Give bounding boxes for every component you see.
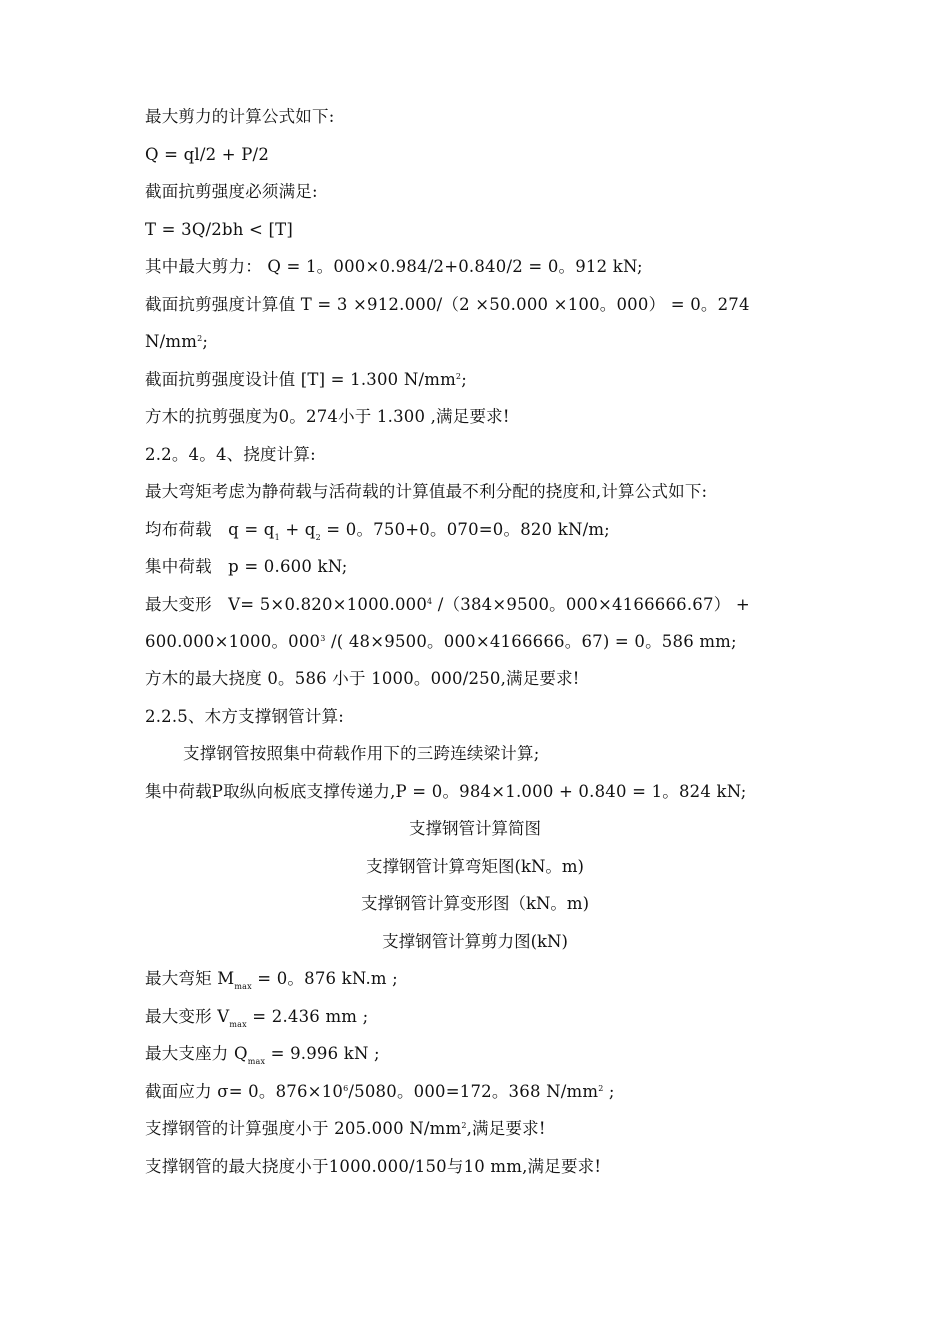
text-line: 集中荷载 p = 0.600 kN; [145,557,348,576]
text-run: N/mm [145,332,198,351]
figure-caption: 支撑钢管计算变形图（kN。m) [360,894,590,913]
text-run: 截面抗剪强度设计值 [T] = 1.300 N/mm [145,370,456,389]
text-run: /（384×9500。000×4166666.67） + [432,595,750,614]
figure-caption: 支撑钢管计算剪力图(kN) [382,932,568,951]
text-line: 截面抗剪强度计算值 T = 3 ×912.000/（2 ×50.000 ×100。000） = 0。274 [145,295,750,314]
text-line [145,1118,546,1140]
superscript: 2 [455,372,462,381]
superscript: 6 [343,1084,349,1093]
superscript: 4 [427,597,433,606]
text-line: 最大弯矩考虑为静荷载与活荷载的计算值最不利分配的挠度和,计算公式如下: [145,482,708,501]
subscript: max [247,1057,266,1066]
text-run: 最大变形 V [145,1007,230,1026]
text-line: 方木的抗剪强度为0。274小于 1.300 ,满足要求! [145,407,510,426]
text-run: ; [603,1082,615,1101]
formula-line: Q = ql/2 + P/2 [145,145,270,164]
text-run: 最大变形 V= 5×0.820×1000.000 [145,595,428,614]
section-heading: 2.2.5、木方支撑钢管计算: [145,707,345,726]
text-line [145,331,208,353]
text-line [145,1006,368,1028]
text-line [145,519,610,541]
subscript: 2 [315,533,321,542]
text-run: = 2.436 mm ; [246,1007,369,1026]
text-run: 均布荷载 q = q [145,520,275,539]
text-line [145,369,467,391]
text-run: 截面应力 σ= 0。876×10 [145,1082,344,1101]
superscript: 2 [461,1121,467,1130]
text-line: 支撑钢管按照集中荷载作用下的三跨连续梁计算; [183,744,540,763]
text-line: 集中荷载P取纵向板底支撑传递力,P = 0。984×1.000 + 0.840 = 1。824 kN; [145,782,747,801]
superscript: 2 [197,334,203,343]
subscript: max [234,982,252,991]
text-line [145,968,398,990]
text-run: 最大支座力 Q [145,1044,248,1063]
subscript: max [229,1020,247,1029]
text-line: 最大剪力的计算公式如下: [145,107,335,126]
text-run: = 0。750+0。070=0。820 kN/m; [320,520,610,539]
text-line: 截面抗剪强度必须满足: [145,182,318,201]
text-line: 其中最大剪力： Q = 1。000×0.984/2+0.840/2 = 0。912 kN; [145,257,643,276]
figure-caption: 支撑钢管计算简图 [409,819,541,838]
text-run: 600.000×1000。000 [145,632,321,651]
text-line [145,1081,615,1103]
text-line [145,594,750,616]
text-run: ,满足要求! [466,1119,546,1138]
text-line: 方木的最大挠度 0。586 小于 1000。000/250,满足要求! [145,669,580,688]
text-run: = 9.996 kN ; [265,1044,380,1063]
text-run: 最大弯矩 M [145,969,235,988]
figure-caption: 支撑钢管计算弯矩图(kN。m) [366,857,584,876]
text-run: + q [279,520,316,539]
text-run: = 0。876 kN.m ; [251,969,398,988]
text-run: ; [202,332,209,351]
text-run: 支撑钢管的计算强度小于 205.000 N/mm [145,1119,462,1138]
subscript: 1 [274,533,280,542]
text-line [145,1043,380,1065]
superscript: 3 [320,634,326,643]
text-line: 支撑钢管的最大挠度小于1000.000/150与10 mm,满足要求! [145,1157,602,1176]
section-heading: 2.2。4。4、挠度计算: [145,445,316,464]
text-line [145,631,737,653]
text-run: /5080。000=172。368 N/mm [348,1082,599,1101]
text-run: ; [461,370,467,389]
superscript: 2 [598,1084,604,1093]
text-run: /( 48×9500。000×4166666。67) = 0。586 mm; [325,632,737,651]
formula-line: T = 3Q/2bh < [T] [145,220,293,239]
